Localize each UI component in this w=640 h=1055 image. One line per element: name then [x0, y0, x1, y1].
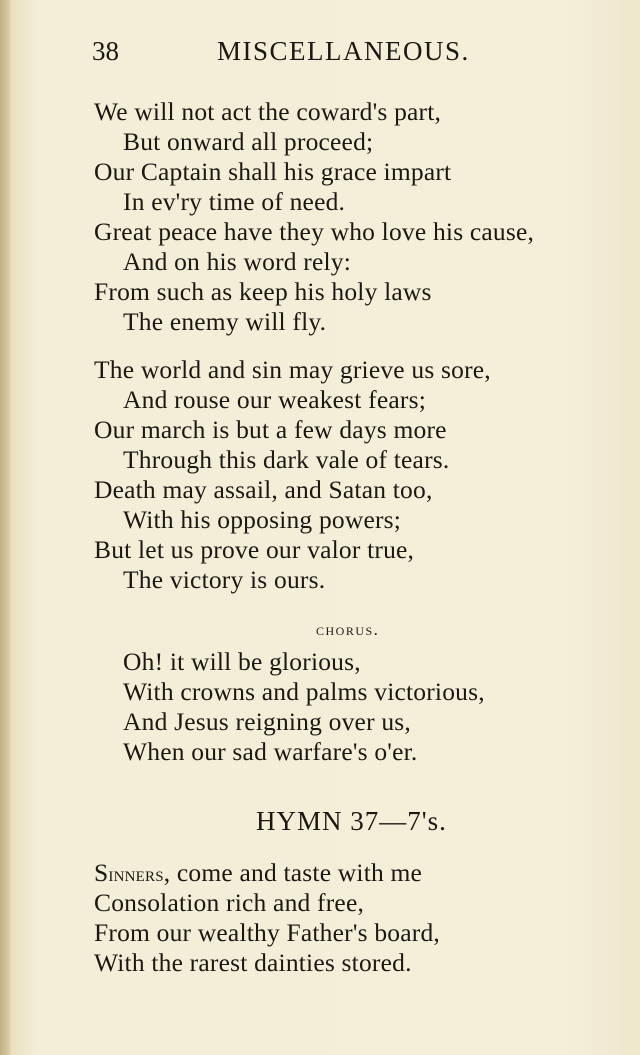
verse-line: With the rarest dainties stored.	[94, 948, 412, 977]
verse-line: And on his word rely:	[123, 247, 352, 276]
verse-line: From our wealthy Father's board,	[94, 918, 440, 947]
page-header	[92, 36, 522, 70]
hymn-title: HYMN 37—7's.	[256, 806, 447, 836]
verse-line: In ev'ry time of need.	[123, 187, 346, 216]
verse-line: Death may assail, and Satan too,	[94, 475, 433, 504]
running-head: MISCELLANEOUS.	[217, 36, 470, 66]
first-word-small-caps: inners	[108, 861, 164, 886]
verse-line	[94, 858, 422, 888]
chorus-line: And Jesus reigning over us,	[123, 707, 411, 736]
verse-line: The enemy will fly.	[123, 307, 327, 336]
first-word-initial: S	[94, 858, 109, 887]
verse-line: Through this dark vale of tears.	[123, 445, 450, 474]
verse-line: But let us prove our valor true,	[94, 535, 415, 564]
chorus-line: Oh! it will be glorious,	[123, 647, 361, 676]
chorus-line: With crowns and palms victorious,	[123, 677, 485, 706]
verse-line: But onward all proceed;	[123, 127, 374, 156]
verse-line: The victory is ours.	[123, 565, 326, 594]
verse-line: The world and sin may grieve us sore,	[94, 355, 491, 384]
verse-line: Our march is but a few days more	[94, 415, 447, 444]
verse-line-rest: , come and taste with me	[163, 858, 423, 887]
verse-line: And rouse our weakest fears;	[123, 385, 426, 414]
chorus-line: When our sad warfare's o'er.	[123, 737, 418, 766]
verse-line: From such as keep his holy laws	[94, 277, 432, 306]
chorus-label: chorus.	[316, 620, 380, 639]
verse-line: Great peace have they who love his cause,	[94, 217, 535, 246]
page-gutter-shadow	[0, 0, 10, 1055]
verse-line: We will not act the coward's part,	[94, 97, 442, 126]
verse-line: Consolation rich and free,	[94, 888, 365, 917]
verse-line: With his opposing powers;	[123, 505, 402, 534]
page-number: 38	[92, 36, 119, 66]
verse-line: Our Captain shall his grace impart	[94, 157, 452, 186]
